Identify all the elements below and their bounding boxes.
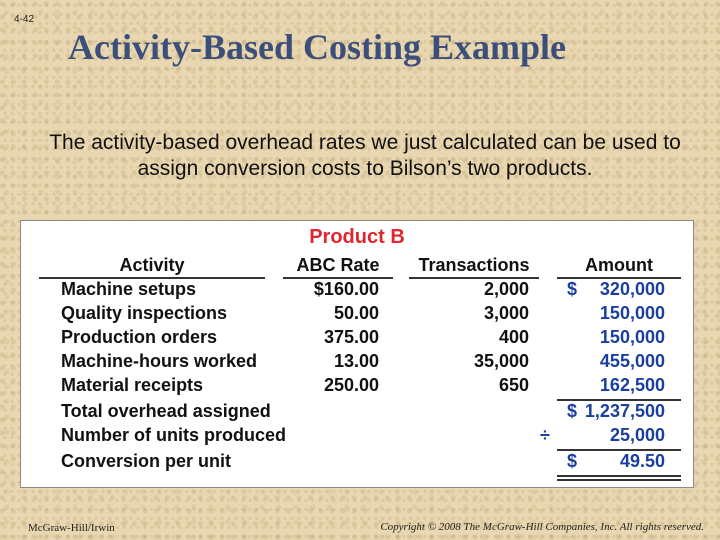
dollar-sign: $ (567, 401, 578, 421)
row-rate: 50.00 (333, 303, 379, 323)
row-amount: 150,000 (599, 327, 665, 347)
intro-text: The activity-based overhead rates we just calculated can be used to assign conversion costs to Bilson’s two products. (49, 131, 681, 180)
row-amount: 150,000 (599, 303, 665, 323)
row-rate: 250.00 (323, 375, 379, 395)
table-row (21, 303, 693, 327)
per-unit-row (21, 451, 693, 475)
row-transactions: 400 (498, 327, 529, 347)
row-amount: 162,500 (599, 375, 665, 395)
slide-title: Activity-Based Costing Example (68, 27, 566, 67)
row-rate: $160.00 (313, 279, 379, 299)
row-transactions: 2,000 (483, 279, 529, 299)
slide-number: 4-42 (14, 14, 35, 25)
header-activity: Activity (119, 255, 185, 275)
per-unit-amount: 49.50 (619, 451, 665, 471)
row-activity: Production orders (61, 327, 218, 347)
units-amount: 25,000 (609, 425, 665, 445)
units-label: Number of units produced (61, 425, 286, 445)
row-transactions: 35,000 (473, 351, 529, 371)
row-transactions: 650 (498, 375, 529, 395)
row-rate: 13.00 (333, 351, 379, 371)
dollar-sign: $ (567, 279, 578, 299)
copyright-footer: Copyright © 2008 The McGraw-Hill Companies, Inc. All rights reserved. (380, 521, 704, 533)
dollar-sign: $ (567, 451, 578, 471)
double-rule-top (557, 475, 681, 477)
per-unit-label: Conversion per unit (61, 451, 232, 471)
table-row (21, 279, 693, 303)
publisher-footer: McGraw-Hill/Irwin (28, 522, 115, 534)
table-row (21, 351, 693, 375)
cost-table-panel (20, 220, 694, 488)
header-transactions: Transactions (418, 255, 530, 275)
header-amount: Amount (585, 255, 653, 275)
total-label: Total overhead assigned (61, 401, 271, 421)
product-heading: Product B (309, 226, 405, 248)
header-abc-rate: ABC Rate (296, 255, 380, 275)
row-activity: Quality inspections (61, 303, 228, 323)
row-rate: 375.00 (323, 327, 379, 347)
row-transactions: 3,000 (483, 303, 529, 323)
total-amount: 1,237,500 (584, 401, 665, 421)
total-row (21, 401, 693, 425)
row-activity: Machine-hours worked (61, 351, 258, 371)
row-activity: Material receipts (61, 375, 204, 395)
units-row (21, 425, 693, 449)
double-rule-bottom (557, 479, 681, 481)
row-amount: 455,000 (599, 351, 665, 371)
row-amount: 320,000 (599, 279, 665, 299)
row-activity: Machine setups (61, 279, 197, 299)
divide-sign: ÷ (540, 425, 550, 445)
table-row (21, 327, 693, 351)
table-row (21, 375, 693, 399)
